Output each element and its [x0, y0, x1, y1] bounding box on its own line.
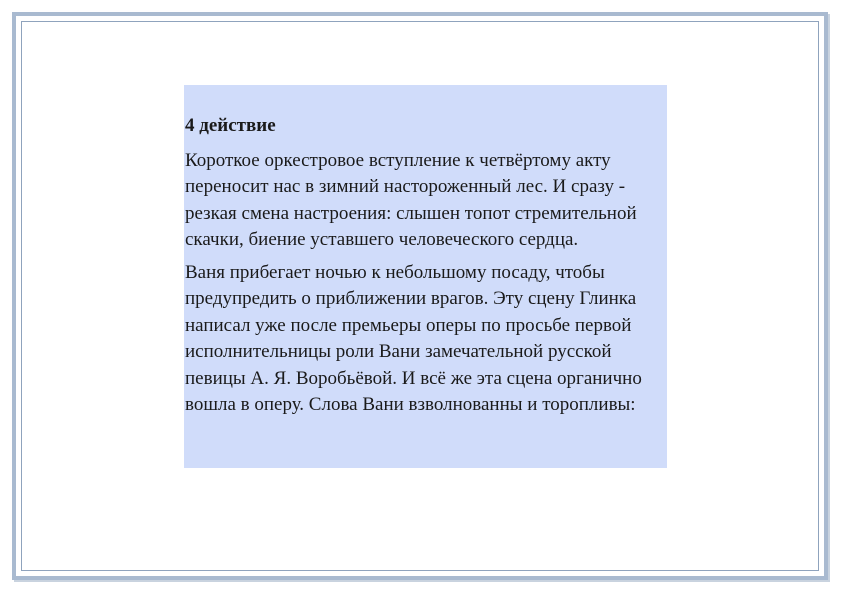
text-box — [184, 85, 667, 468]
slide-heading: 4 действие — [185, 115, 276, 136]
paragraph-1: Короткое оркестровое вступление к четвёртому акту переносит нас в зимний настороженный лес. И сразу - резкая смена настроения: слышен топот стремительной скачки, биение уставшего человеческого сердца. — [185, 149, 637, 250]
paragraph-2: Ваня прибегает ночью к небольшому посаду, чтобы предупредить о приближении врагов. Эту сцену Глинка написал уже после премьеры оперы по просьбе первой исполнительницы роли Вани замечательной русской певицы А. Я. Воробьёвой. И всё же эта сцена органично вошла в оперу. Слова Вани взволнованны и торопливы: — [185, 261, 642, 415]
